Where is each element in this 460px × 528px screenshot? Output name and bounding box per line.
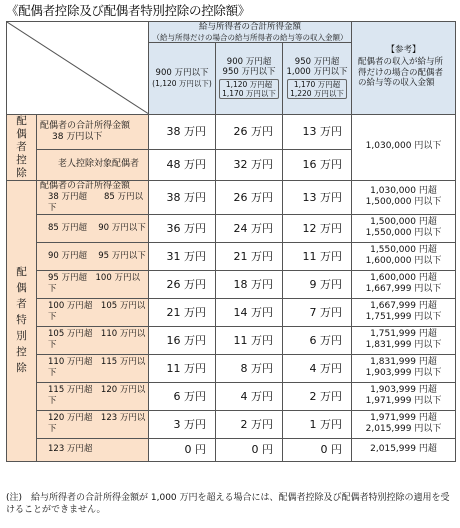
deduction-value-2: 8 万円 [216, 354, 283, 382]
section-kojo-char: 者 [16, 140, 27, 153]
reference-header: 【参考】 配偶者の収入が給与所得だけの場合の配偶者の給与等の収入金額 [352, 22, 456, 115]
deduction-value-1: 3 万円 [149, 410, 216, 438]
kojo-value-3: 13 万円 [283, 114, 352, 150]
deduction-value-3: 0 円 [283, 438, 352, 461]
income-range-label: 123 万円超 [48, 444, 93, 454]
kojo-value-1: 38 万円 [149, 114, 216, 150]
tokubetsu-label [37, 270, 149, 298]
income-reference-line: 1,500,000 円超 [370, 216, 437, 227]
table-row [7, 270, 456, 298]
col-header-2-sub: 1,120 万円超 1,170 万円以下 [219, 79, 279, 99]
deduction-value-3: 13 万円 [283, 180, 352, 214]
table-row [7, 354, 456, 382]
income-reference [352, 382, 456, 410]
income-reference-line: 1,903,999 円超 [370, 384, 437, 395]
section-tokubetsu-char: 配 [16, 266, 27, 278]
deduction-value-1: 11 万円 [149, 354, 216, 382]
income-reference-line: 2,015,999 円超 [370, 443, 437, 454]
income-reference-line: 1,500,000 円以下 [365, 197, 442, 207]
table-row [7, 242, 456, 270]
section-kojo-char: 配 [16, 114, 27, 127]
elderly-value-1: 48 万円 [149, 150, 216, 180]
tokubetsu-label [37, 354, 149, 382]
income-group-header: 給与所得者の合計所得金額 （給与所得だけの場合の給与所得者の給与等の収入金額） [149, 22, 352, 43]
income-range-label: 115 万円超 120 万円以下 [48, 385, 146, 406]
diagonal-line [7, 22, 148, 114]
deduction-value-2: 4 万円 [216, 382, 283, 410]
deduction-value-1: 16 万円 [149, 326, 216, 354]
deduction-value-1: 6 万円 [149, 382, 216, 410]
deduction-table [6, 21, 456, 462]
tokubetsu-label [37, 242, 149, 270]
section-tokubetsu-char: 特 [16, 314, 27, 326]
income-reference-line: 1,971,999 円超 [370, 412, 437, 423]
income-reference-line: 1,903,999 円以下 [365, 368, 442, 378]
page-title: 《配偶者控除及び配偶者特別控除の控除額》 [6, 3, 251, 18]
income-reference [352, 410, 456, 438]
deduction-value-3: 2 万円 [283, 382, 352, 410]
income-reference-line: 1,600,000 円超 [370, 272, 437, 283]
income-reference-line: 1,831,999 円以下 [365, 340, 442, 350]
elderly-spouse-label: 老人控除対象配偶者 [37, 150, 149, 180]
kojo-label: 配偶者の合計所得金額 38 万円以下 [37, 114, 149, 150]
deduction-value-1: 26 万円 [149, 270, 216, 298]
table-row [7, 326, 456, 354]
elderly-value-2: 32 万円 [216, 150, 283, 180]
deduction-value-3: 1 万円 [283, 410, 352, 438]
income-reference-line: 1,751,999 円超 [370, 328, 437, 339]
deduction-value-3: 12 万円 [283, 214, 352, 242]
deduction-value-2: 24 万円 [216, 214, 283, 242]
deduction-value-1: 0 円 [149, 438, 216, 461]
deduction-value-3: 6 万円 [283, 326, 352, 354]
col-header-3: 950 万円超 1,000 万円以下 1,170 万円超 1,220 万円以下 [283, 42, 352, 114]
income-reference [352, 354, 456, 382]
deduction-value-2: 26 万円 [216, 180, 283, 214]
kojo-value-2: 26 万円 [216, 114, 283, 150]
deduction-value-2: 11 万円 [216, 326, 283, 354]
tokubetsu-header-label: 配偶者の合計所得金額 [40, 180, 131, 191]
income-reference [352, 242, 456, 270]
income-reference-line: 1,667,999 円以下 [365, 284, 442, 294]
income-reference-line: 1,600,000 円以下 [365, 256, 442, 266]
table-row [7, 410, 456, 438]
table-row [7, 298, 456, 326]
tokubetsu-label [37, 382, 149, 410]
section-kojo-char: 除 [16, 166, 27, 179]
section-tokubetsu-char: 偶 [16, 282, 27, 294]
tokubetsu-label [37, 438, 149, 461]
income-reference-line: 1,030,000 円超 [370, 185, 437, 196]
col-header-1: 900 万円以下 (1,120 万円以下) [149, 42, 216, 114]
tokubetsu-label [37, 214, 149, 242]
table-row [7, 214, 456, 242]
elderly-value-3: 16 万円 [283, 150, 352, 180]
income-reference [352, 438, 456, 461]
income-reference [352, 180, 456, 214]
footnote: (注) 給与所得者の合計所得金額が 1,000 万円を超える場合には、配偶者控除及び配偶者特別控除の適用を受けることができません。 [6, 493, 450, 515]
header-corner-cell [7, 22, 149, 115]
table-row [7, 180, 456, 214]
deduction-value-1: 21 万円 [149, 298, 216, 326]
income-range-label: 38 万円超 85 万円以下 [48, 191, 144, 213]
deduction-value-2: 2 万円 [216, 410, 283, 438]
deduction-value-3: 9 万円 [283, 270, 352, 298]
deduction-value-2: 21 万円 [216, 242, 283, 270]
deduction-value-3: 7 万円 [283, 298, 352, 326]
section-tokubetsu-char: 控 [16, 346, 27, 358]
income-range-label: 90 万円超 95 万円以下 [48, 250, 146, 261]
section-tokubetsu-char: 除 [16, 362, 27, 374]
col-header-3-sub: 1,170 万円超 1,220 万円以下 [287, 79, 347, 99]
income-reference [352, 270, 456, 298]
income-reference [352, 214, 456, 242]
deduction-value-2: 18 万円 [216, 270, 283, 298]
income-reference-line: 1,831,999 円超 [370, 356, 437, 367]
tokubetsu-label [37, 180, 149, 214]
deduction-value-1: 36 万円 [149, 214, 216, 242]
income-reference-line: 1,971,999 円以下 [365, 396, 442, 406]
income-reference [352, 298, 456, 326]
table-row [7, 438, 456, 461]
income-range-label: 120 万円超 123 万円以下 [48, 413, 146, 434]
section-kojo-char: 控 [16, 153, 27, 166]
income-range-label: 85 万円超 90 万円以下 [48, 222, 146, 233]
income-reference-line: 1,550,000 円超 [370, 244, 437, 255]
deduction-value-3: 11 万円 [283, 242, 352, 270]
section-tokubetsu-char: 別 [16, 330, 27, 342]
deduction-value-1: 31 万円 [149, 242, 216, 270]
tokubetsu-label [37, 410, 149, 438]
income-reference-line: 1,751,999 円以下 [365, 312, 442, 322]
income-range-label: 105 万円超 110 万円以下 [48, 329, 146, 350]
income-range-label: 100 万円超 105 万円以下 [48, 301, 146, 322]
col-header-2: 900 万円超 950 万円以下 1,120 万円超 1,170 万円以下 [216, 42, 283, 114]
income-reference-line: 1,550,000 円以下 [365, 228, 442, 238]
section-tokubetsu [7, 180, 37, 461]
income-reference-line: 1,667,999 円超 [370, 300, 437, 311]
deduction-value-1: 38 万円 [149, 180, 216, 214]
income-range-label: 110 万円超 115 万円以下 [48, 357, 146, 378]
table-row [7, 382, 456, 410]
income-range-label: 95 万円超 100 万円以下 [48, 273, 140, 294]
deduction-value-2: 14 万円 [216, 298, 283, 326]
deduction-value-2: 0 円 [216, 438, 283, 461]
income-reference-line: 2,015,999 円以下 [365, 424, 442, 434]
section-kojo [7, 114, 37, 180]
income-reference [352, 326, 456, 354]
tokubetsu-label [37, 298, 149, 326]
tokubetsu-label [37, 326, 149, 354]
deduction-value-3: 4 万円 [283, 354, 352, 382]
section-tokubetsu-char: 者 [16, 298, 27, 310]
kojo-reference: 1,030,000 円以下 [352, 114, 456, 180]
section-kojo-char: 偶 [16, 127, 27, 140]
